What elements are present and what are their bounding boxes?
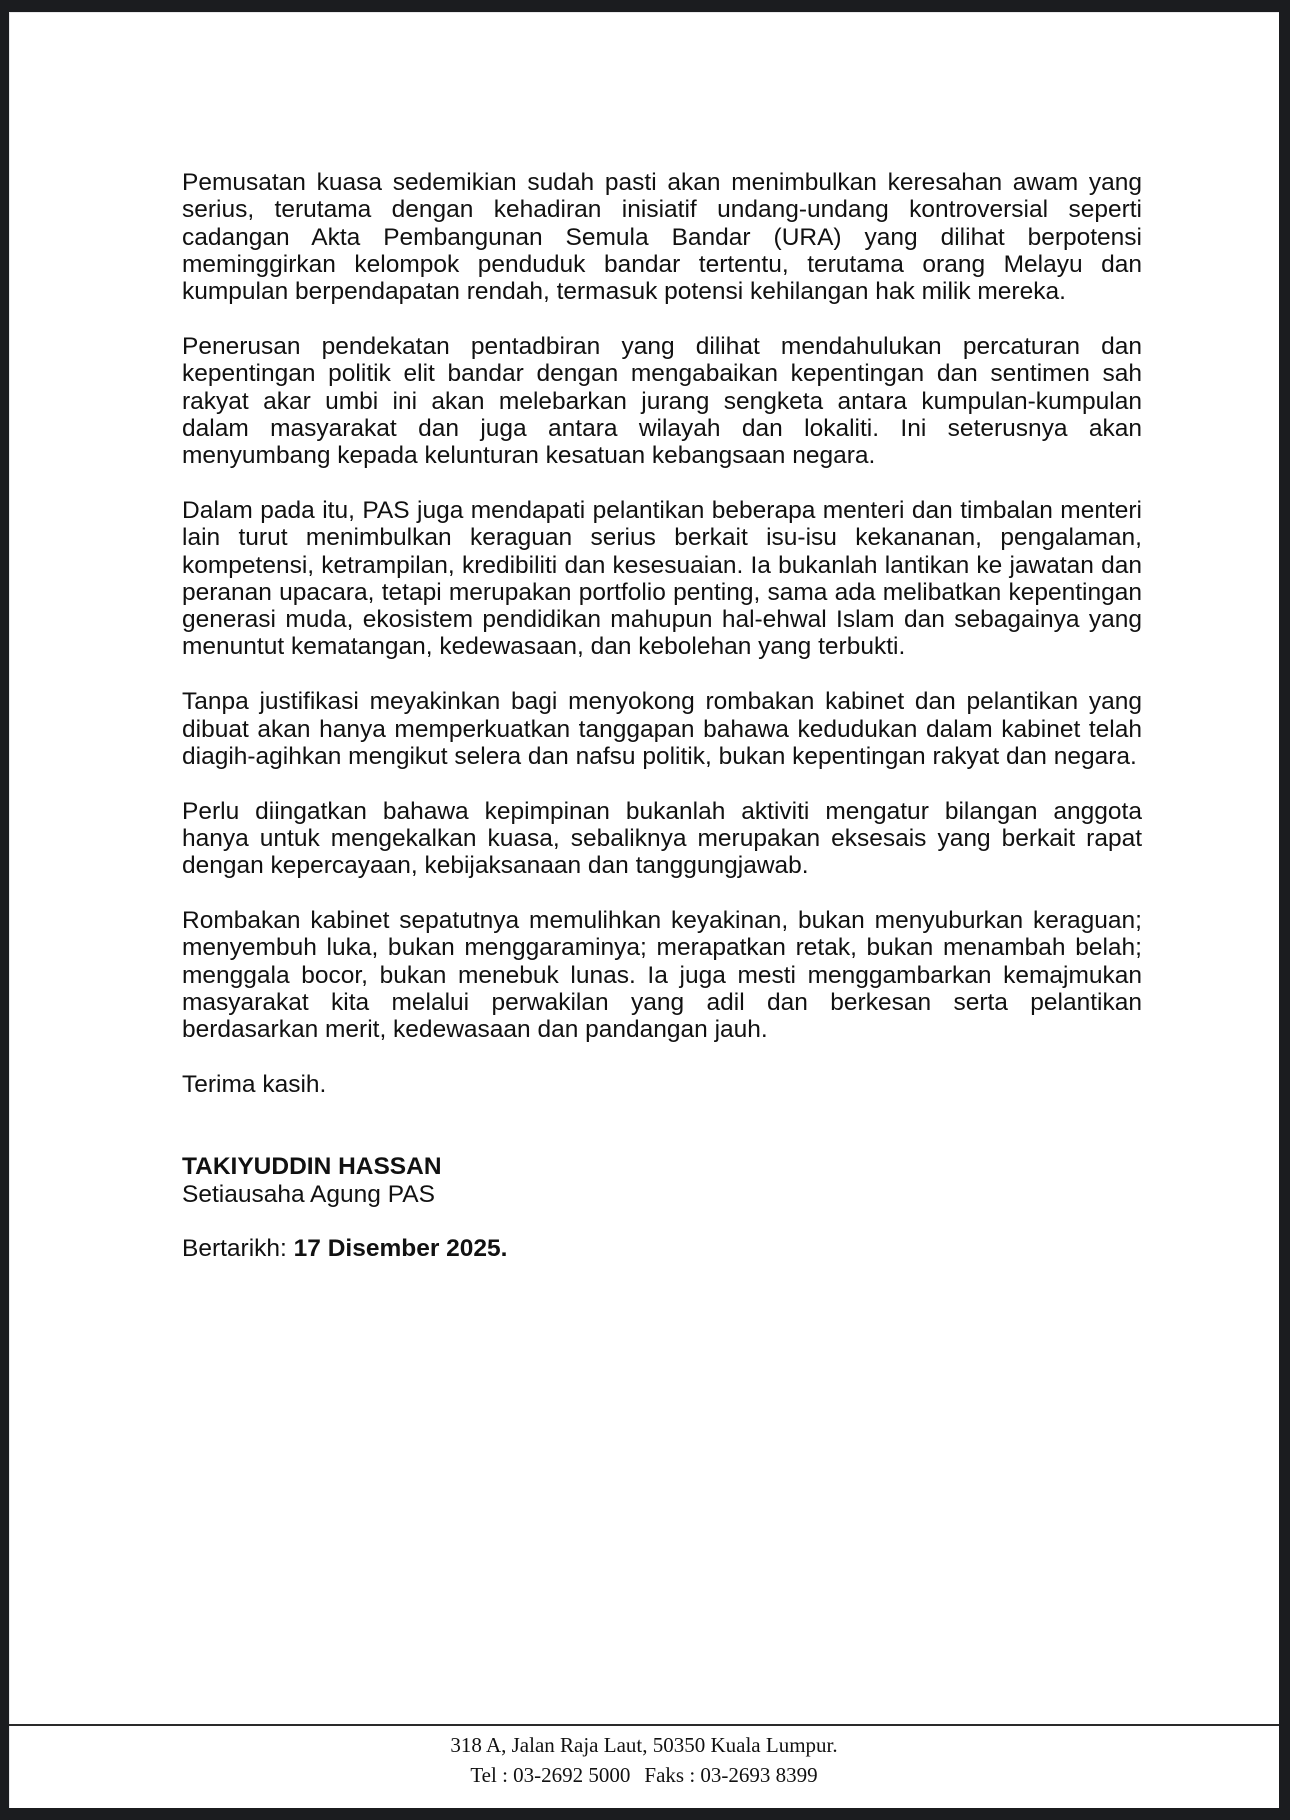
- signatory-name: TAKIYUDDIN HASSAN: [182, 1153, 442, 1181]
- letter-body: [182, 169, 1142, 1263]
- footer-fax: Faks : 03-2693 8399: [644, 1763, 818, 1787]
- document-page: [9, 12, 1279, 1808]
- paragraph-5: Perlu diingatkan bahawa kepimpinan bukanlah aktiviti mengatur bilangan anggota hanya untuk mengekalkan kuasa, sebaliknya merupakan eksesais yang berkait rapat dengan kepercayaan, kebijaksanaan dan tanggungjawab.: [182, 797, 1142, 880]
- footer-tel: Tel : 03-2692 5000: [470, 1763, 631, 1787]
- closing-remark: Terima kasih.: [182, 1071, 327, 1099]
- footer-address: 318 A, Jalan Raja Laut, 50350 Kuala Lumpur.: [450, 1733, 838, 1757]
- paragraph-1: Pemusatan kuasa sedemikian sudah pasti akan menimbulkan keresahan awam yang serius, terutama dengan kehadiran inisiatif undang-undang kontroversial seperti cadangan Akta Pembangunan Semula Bandar (URA) yang dilihat berpotensi meminggirkan kelompok penduduk bandar tertentu, terutama orang Melayu dan kumpulan berpendapatan rendah, termasuk potensi kehilangan hak milik mereka.: [182, 169, 1142, 306]
- paragraph-6: Rombakan kabinet sepatutnya memulihkan keyakinan, bukan menyuburkan keraguan; menyembuh luka, bukan menggaraminya; merapatkan retak, bukan menambah belah; menggala bocor, bukan menebuk lunas. Ia juga mesti menggambarkan kemajmukan masyarakat kita melalui perwakilan yang adil dan berkesan serta pelantikan berdasarkan merit, kedewasaan dan pandangan jauh.: [182, 907, 1142, 1044]
- footer-contacts: [9, 1760, 1279, 1790]
- signatory-title: Setiausaha Agung PAS: [182, 1180, 435, 1208]
- paragraph-3: Dalam pada itu, PAS juga mendapati pelantikan beberapa menteri dan timbalan menteri lain turut menimbulkan keraguan serius berkait isu-isu kekananan, pengalaman, kompetensi, ketrampilan, kredibiliti dan kesesuaian. Ia bukanlah lantikan ke jawatan dan peranan upacara, tetapi merupakan portfolio penting, sama ada melibatkan kepentingan generasi muda, ekosistem pendidikan mahupun hal-ehwal Islam dan sebagainya yang menuntut kematangan, kedewasaan, dan kebolehan yang terbukti.: [182, 496, 1142, 661]
- date-label: Bertarikh:: [182, 1235, 287, 1263]
- date-value: 17 Disember 2025.: [293, 1235, 508, 1263]
- footer-divider: [9, 1724, 1279, 1726]
- letterhead-footer: [9, 1730, 1279, 1790]
- paragraph-2: Penerusan pendekatan pentadbiran yang dilihat mendahulukan percaturan dan kepentingan politik elit bandar dengan mengabaikan kepentingan dan sentimen sah rakyat akar umbi ini akan melebarkan jurang sengketa antara kumpulan-kumpulan dalam masyarakat dan juga antara wilayah dan lokaliti. Ini seterusnya akan menyumbang kepada kelunturаn kesatuan kebangsaan negara.: [182, 332, 1142, 470]
- date-line: [182, 1235, 1142, 1262]
- paragraph-4: Tanpa justifikasi meyakinkan bagi menyokong rombakan kabinet dan pelantikan yang dibuat akan hanya memperkuatkan tanggapan bahawa kedudukan dalam kabinet telah diagih-agihkan mengikut selera dan nafsu politik, bukan kepentingan rakyat dan negara.: [182, 688, 1142, 770]
